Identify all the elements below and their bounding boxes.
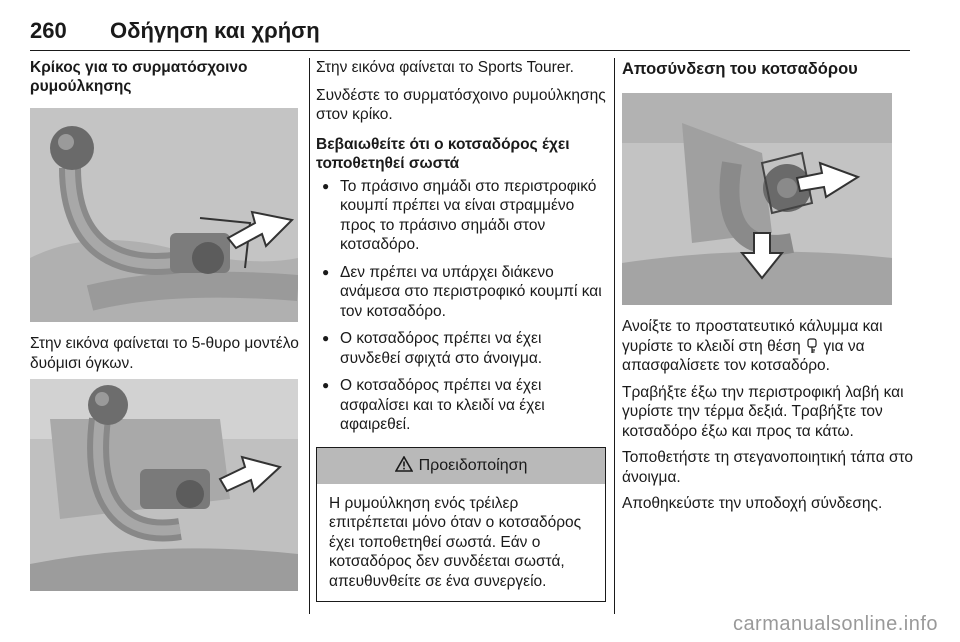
list-item: ● Δεν πρέπει να υπάρχει διάκενο ανάμεσα στο περιστροφικό κουμπί και τον κοτσαδόρο. (316, 263, 606, 322)
page-header (30, 16, 910, 51)
warning-triangle-icon (395, 456, 413, 477)
chapter-title: Οδήγηση και χρήση (110, 18, 320, 43)
step-pull-knob: Τραβήξτε έξω την περιστροφική λαβή και γυρίστε την τέρμα δεξιά. Τραβήξτε τον κοτσαδόρο έξω και προς τα κάτω. (622, 383, 904, 440)
column-middle (316, 58, 606, 602)
illustration-towbar-sports-tourer (30, 379, 298, 591)
column-divider (309, 58, 310, 614)
intro-connect-rope: Συνδέστε το συρματόσχοινο ρυμούλκησης στον κρίκο. (316, 86, 606, 123)
page-number: 260 (30, 18, 67, 43)
column-left (30, 58, 302, 591)
step-open-cover: Ανοίξτε το προστατευτικό κάλυμμα και γυρίστε το κλειδί στη θέση για να απασφαλίσετε τον κοτσαδόρο. (622, 318, 883, 374)
step-sealing-cap: Τοποθετήστε τη στεγανοποιητική τάπα στο άνοιγμα. (622, 449, 914, 486)
footer-watermark: carmanualsonline.info (732, 613, 938, 635)
section-heading-detach: Αποσύνδεση του κοτσαδόρου (622, 60, 858, 78)
list-item: ● Το πράσινο σημάδι στο περιστροφικό κουμπί πρέπει να είναι στραμμένο προς το πράσινο σημάδι στον κοτσαδόρο. (316, 177, 606, 255)
figure-caption-hatchback: Στην εικόνα φαίνεται το 5-θυρο μοντέλο δυόμισι όγκων. (30, 335, 299, 372)
section-heading-towing-eye: Κρίκος για το συρματόσχοινο ρυμούλκησης (30, 59, 248, 95)
warning-header (317, 448, 605, 484)
illustration-detach-towbar (622, 93, 892, 305)
list-item: ● Ο κοτσαδόρος πρέπει να έχει συνδεθεί σφιχτά στο άνοιγμα. (316, 329, 606, 368)
warning-body (317, 484, 605, 602)
warning-title: Προειδοποίηση (418, 457, 528, 474)
unlock-key-icon (805, 338, 819, 354)
warning-box (316, 447, 606, 603)
column-right (622, 58, 914, 514)
warning-text: Η ρυμούλκηση ενός τρέιλερ επιτρέπεται μόνο όταν ο κοτσαδόρος έχει τοποθετηθεί σωστά. Εάν ο κοτσαδόρος δεν συνδέεται σωστά, απευθυνθείτε σε ένα συνεργείο. (329, 494, 582, 590)
step-store-socket: Αποθηκεύστε την υποδοχή σύνδεσης. (622, 495, 883, 512)
check-heading: Βεβαιωθείτε ότι ο κοτσαδόρος έχει τοποθετηθεί σωστά (316, 135, 570, 172)
illustration-towbar-hatchback (30, 108, 298, 322)
intro-sports-tourer: Στην εικόνα φαίνεται το Sports Tourer. (316, 59, 574, 76)
column-divider (614, 58, 615, 614)
check-list (316, 177, 606, 435)
list-item: ● Ο κοτσαδόρος πρέπει να έχει ασφαλίσει και το κλειδί να έχει αφαιρεθεί. (316, 376, 606, 435)
